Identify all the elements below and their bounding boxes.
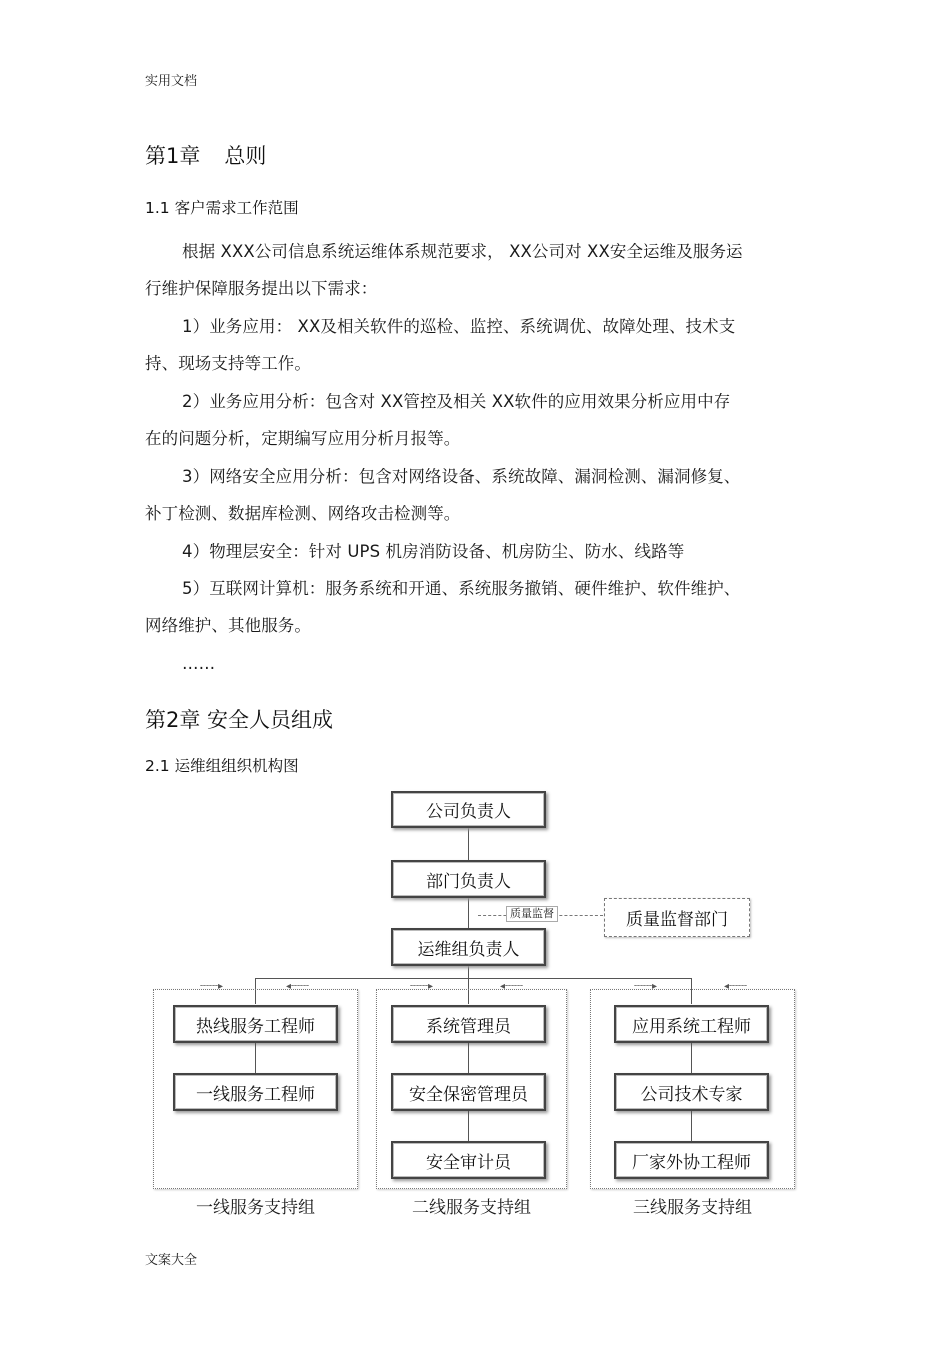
requirement-item-3 — [145, 458, 805, 532]
chapter-2-title: 第2章 安全人员组成 — [145, 708, 334, 732]
arrow-icon: ┄┄┄▸ — [634, 981, 658, 992]
arrow-icon: ┄┄┄▸ — [200, 981, 224, 992]
org-box-auditor: 安全审计员 — [391, 1141, 546, 1179]
org-connector — [255, 978, 691, 979]
requirement-item-4 — [145, 533, 805, 570]
item-5-line-1: 5）互联网计算机：服务系统和开通、系统服务撤销、硬件维护、软件维护、 — [182, 579, 741, 598]
chapter-1-title — [145, 140, 266, 170]
qa-tag: 质量监督 — [506, 906, 558, 922]
item-3-line-1: 3）网络安全应用分析：包含对网络设备、系统故障、漏洞检测、漏洞修复、 — [182, 467, 741, 486]
org-connector — [468, 966, 469, 978]
org-connector — [468, 1111, 469, 1141]
org-box-vendor-engineer: 厂家外协工程师 — [614, 1141, 769, 1179]
requirement-item-2 — [145, 383, 805, 457]
item-1-line-1: 1）业务应用： XX及相关软件的巡检、监控、系统调优、故障处理、技术支 — [182, 317, 736, 336]
org-connector — [468, 828, 469, 860]
org-box-dept-head: 部门负责人 — [391, 860, 546, 898]
org-connector — [468, 1043, 469, 1073]
arrow-icon: ┄┄┄▸ — [410, 981, 434, 992]
item-4-line-1: 4）物理层安全：针对 UPS 机房消防设备、机房防尘、防水、线路等 — [182, 542, 685, 561]
group-2-label: 二线服务支持组 — [412, 1198, 531, 1218]
group-3-label: 三线服务支持组 — [633, 1198, 752, 1218]
page-header: 实用文档 — [145, 74, 198, 89]
org-connector — [691, 1043, 692, 1073]
section-2-1-title: 2.1 运维组组织机构图 — [145, 757, 299, 775]
org-box-hotline-engineer: 热线服务工程师 — [173, 1005, 338, 1043]
intro-line-2: 行维护保障服务提出以下需求： — [145, 279, 378, 298]
ellipsis: …… — [182, 654, 216, 673]
page-footer: 文案大全 — [145, 1253, 198, 1268]
intro-line-1: 根据 XXX公司信息系统运维体系规范要求， XX公司对 XX安全运维及服务运 — [182, 242, 743, 261]
requirement-item-5 — [145, 570, 805, 644]
group-1-label: 一线服务支持组 — [196, 1198, 315, 1218]
org-box-tech-expert: 公司技术专家 — [614, 1073, 769, 1111]
intro-paragraph — [145, 233, 805, 307]
org-box-qa-dept: 质量监督部门 — [604, 898, 750, 937]
item-3-line-2: 补丁检测、数据库检测、网络攻击检测等。 — [145, 504, 461, 523]
arrow-icon: ◂┄┄┄ — [286, 981, 310, 992]
arrow-icon: ◂┄┄┄ — [500, 981, 524, 992]
org-connector — [468, 898, 469, 928]
chapter-1-name: 总则 — [224, 144, 267, 168]
item-2-line-2: 在的问题分析，定期编写应用分析月报等。 — [145, 429, 461, 448]
org-box-app-engineer: 应用系统工程师 — [614, 1005, 769, 1043]
org-connector — [691, 1111, 692, 1141]
section-1-1-title: 1.1 客户需求工作范围 — [145, 199, 299, 217]
item-1-line-2: 持、现场支持等工作。 — [145, 354, 311, 373]
org-box-ops-lead: 运维组负责人 — [391, 928, 546, 966]
org-box-security-admin: 安全保密管理员 — [391, 1073, 546, 1111]
chapter-1-number: 第1章 — [145, 144, 201, 168]
item-2-line-1: 2）业务应用分析：包含对 XX管控及相关 XX软件的应用效果分析应用中存 — [182, 392, 731, 411]
org-box-company-head: 公司负责人 — [391, 791, 546, 828]
arrow-icon: ◂┄┄┄ — [724, 981, 748, 992]
org-box-sysadmin: 系统管理员 — [391, 1005, 546, 1043]
org-box-first-line-engineer: 一线服务工程师 — [173, 1073, 338, 1111]
requirement-item-1 — [145, 308, 805, 382]
item-5-line-2: 网络维护、其他服务。 — [145, 616, 311, 635]
org-connector — [255, 1043, 256, 1073]
